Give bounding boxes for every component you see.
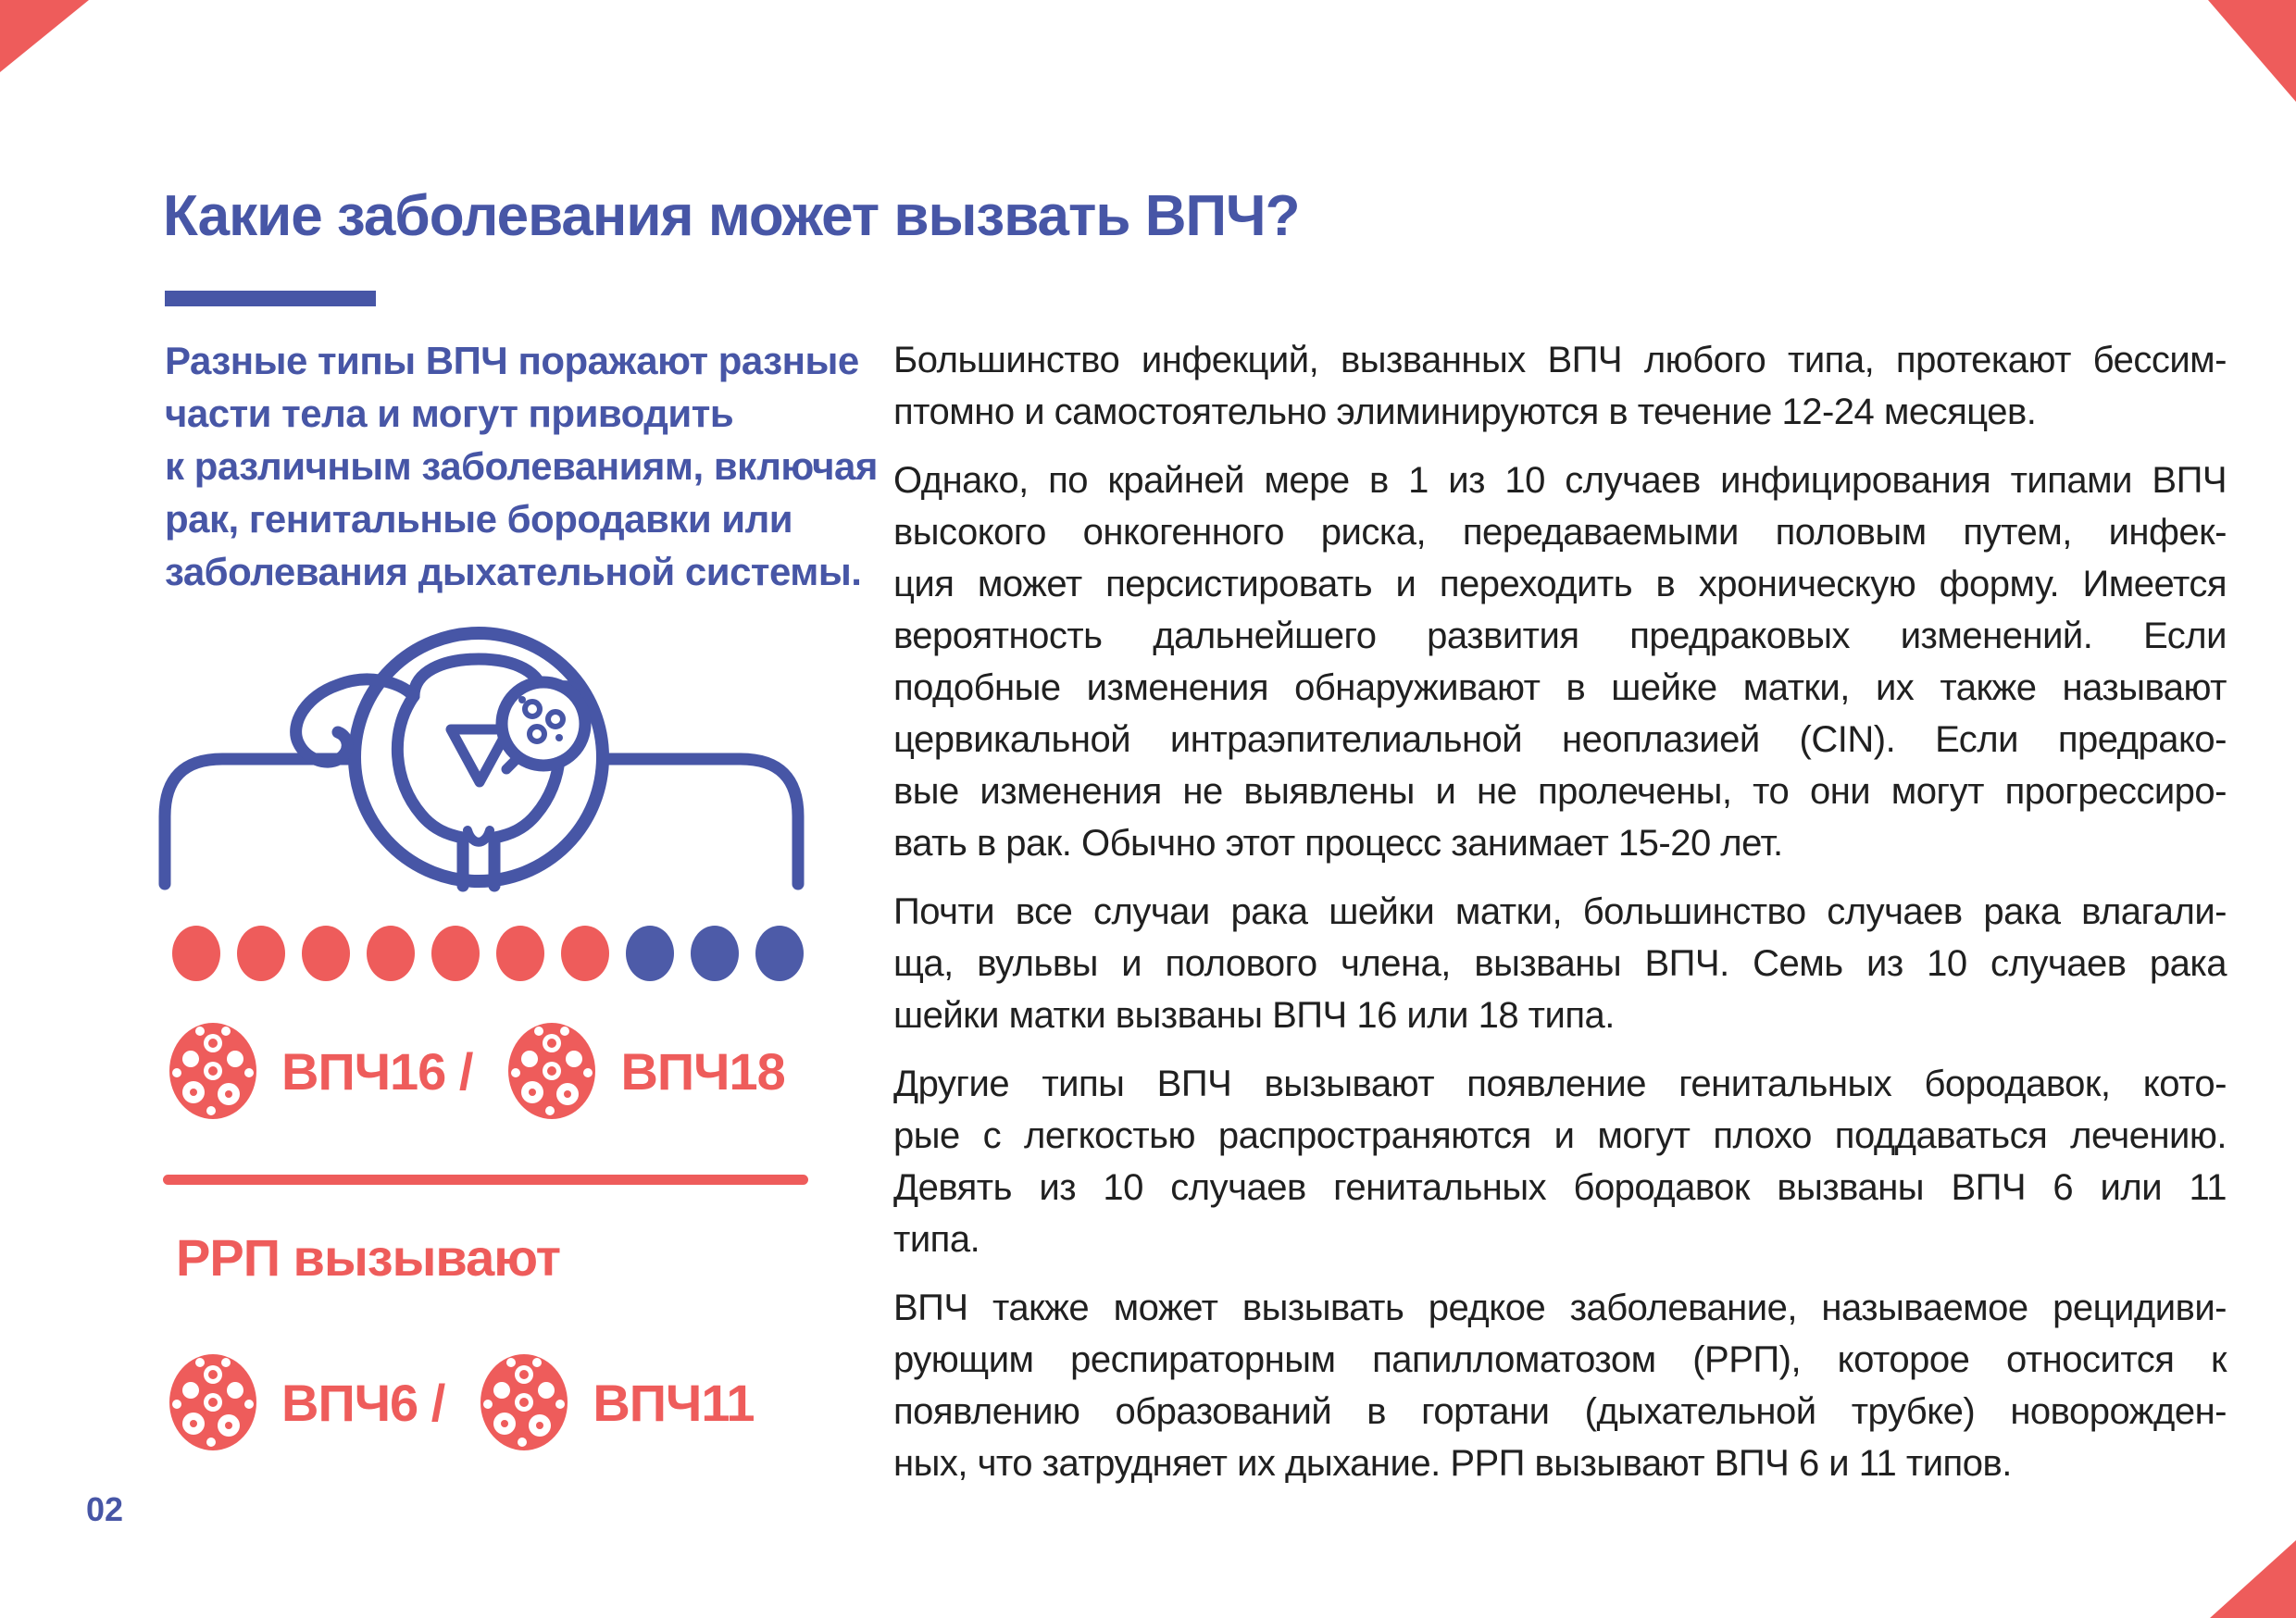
- body-text-column: [893, 334, 2227, 1506]
- corner-triangle-bottom-right: [2210, 1540, 2296, 1618]
- bracket-left: [165, 759, 355, 884]
- text-line: рак, генитальные бородавки или: [165, 497, 793, 541]
- corner-triangle-top-left: [0, 0, 89, 72]
- text-line: к различным заболеваниям, включая: [165, 444, 878, 488]
- text-line: типа.: [893, 1219, 980, 1260]
- hpv6-11-row: [165, 1351, 755, 1453]
- hpv16-label: ВПЧ16 /: [281, 1041, 473, 1101]
- text-line: Почти все случаи рака шейки матки, большинство случаев рака влагали-: [893, 891, 2227, 932]
- intro-text: [165, 334, 905, 598]
- dot-red: [561, 926, 609, 981]
- text-line: шейки матки вызваны ВПЧ 16 или 18 типа.: [893, 995, 1615, 1036]
- title-underline: [165, 291, 376, 306]
- bracket-right: [603, 759, 798, 884]
- rrp-abbreviation: РРП: [176, 1228, 280, 1287]
- page-title: Какие заболевания может вызвать ВПЧ?: [163, 184, 1300, 248]
- hpv11-label: ВПЧ11: [593, 1373, 755, 1432]
- paragraph: [893, 334, 2227, 438]
- text-line: Большинство инфекций, вызванных ВПЧ любого типа, протекают бессим-: [893, 340, 2227, 380]
- divider-line: [163, 1175, 808, 1185]
- dot-red: [172, 926, 220, 981]
- dot-red: [237, 926, 285, 981]
- text-line: ща, вульвы и полового члена, вызваны ВПЧ. Семь из 10 случаев рака: [893, 943, 2227, 984]
- page-number: 02: [86, 1490, 124, 1528]
- virus-icon: [504, 1020, 600, 1122]
- text-line: ВПЧ также может вызывать редкое заболевание, называемое рецидиви-: [893, 1288, 2227, 1328]
- hpv16-18-row: [165, 1020, 785, 1122]
- paragraph: [893, 886, 2227, 1041]
- hpv18-label: ВПЧ18: [620, 1041, 785, 1101]
- anatomy-illustration: [130, 592, 833, 898]
- text-line: вероятность дальнейшего развития предраковых изменений. Если: [893, 616, 2227, 656]
- text-line: рые с легкостью распространяются и могут плохо поддаваться лечению.: [893, 1115, 2227, 1156]
- corner-triangle-top-right: [2208, 0, 2296, 102]
- text-line: заболевания дыхательной системы.: [165, 550, 862, 593]
- text-line: Девять из 10 случаев генитальных бородавок вызваны ВПЧ 6 или 11: [893, 1167, 2227, 1208]
- dot-blue: [691, 926, 739, 981]
- rrp-heading: [176, 1228, 561, 1287]
- text-line: Однако, по крайней мере в 1 из 10 случаев инфицирования типами ВПЧ: [893, 460, 2227, 501]
- text-line: подобные изменения обнаруживают в шейке матки, их также называют: [893, 667, 2227, 708]
- paragraph: [893, 1058, 2227, 1265]
- text-line: ных, что затрудняет их дыхание. РРП вызывают ВПЧ 6 и 11 типов.: [893, 1443, 2012, 1484]
- rrp-heading-rest: вызывают: [279, 1228, 561, 1287]
- text-line: вые изменения не выявлены и не пролечены, то они могут прогрессиро-: [893, 771, 2227, 812]
- text-line: птомно и самостоятельно элиминируются в течение 12-24 месяцев.: [893, 392, 2037, 432]
- text-line: рующим респираторным папилломатозом (РРП), которое относится к: [893, 1339, 2227, 1380]
- paragraph: [893, 454, 2227, 869]
- dot-blue: [755, 926, 804, 981]
- text-line: части тела и могут приводить: [165, 392, 734, 435]
- virus-icon: [165, 1351, 261, 1453]
- dot-red: [431, 926, 480, 981]
- text-line: цервикальной интраэпителиальной неоплазией (CIN). Если предрако-: [893, 719, 2227, 760]
- dot-red: [496, 926, 544, 981]
- text-line: появлению образований в гортани (дыхательной трубке) новорожден-: [893, 1391, 2227, 1432]
- paragraph: [893, 1282, 2227, 1489]
- text-line: вать в рак. Обычно этот процесс занимает 15-20 лет.: [893, 823, 1783, 864]
- text-line: ция может персистировать и переходить в хроническую форму. Имеется: [893, 564, 2227, 604]
- dots-row: [172, 926, 804, 983]
- dot-blue: [626, 926, 674, 981]
- hpv6-label: ВПЧ6 /: [281, 1373, 445, 1432]
- virus-cell-zoom: [502, 682, 585, 769]
- dot-red: [302, 926, 350, 981]
- dot-red: [367, 926, 415, 981]
- virus-icon: [476, 1351, 572, 1453]
- virus-icon: [165, 1020, 261, 1122]
- text-line: высокого онкогенного риска, передаваемыми половым путем, инфек-: [893, 512, 2227, 553]
- text-line: Другие типы ВПЧ вызывают появление генитальных бородавок, кото-: [893, 1064, 2227, 1104]
- text-line: Разные типы ВПЧ поражают разные: [165, 339, 859, 382]
